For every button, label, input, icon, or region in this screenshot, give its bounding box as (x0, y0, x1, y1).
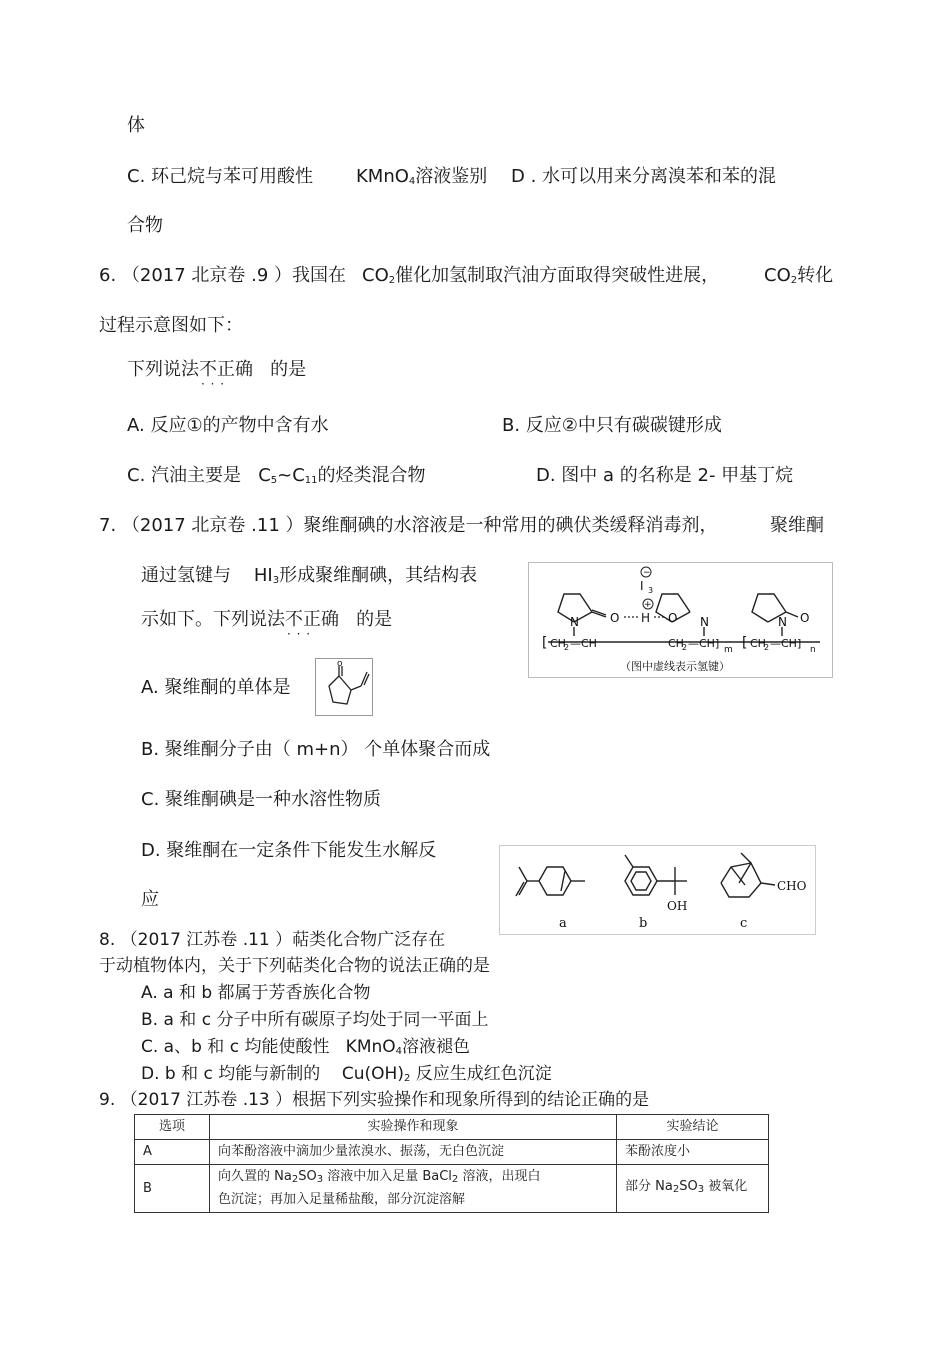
option-b: B. a 和 c 分子中所有碳原子均处于同一平面上 (141, 1010, 489, 1030)
svg-text:—CH]: —CH] (770, 637, 802, 650)
option-text: 反应生成红色沉淀 (415, 1064, 552, 1084)
formula-subscript: 2 (790, 275, 798, 286)
formula-subscript: 3 (697, 1184, 705, 1195)
cell-text: 溶液，出现白 (462, 1169, 541, 1184)
prompt-text: 的是 (270, 359, 307, 380)
iodine-label: I (640, 579, 644, 593)
formula-subscript: 3 (316, 1174, 324, 1185)
option-a: A. 聚维酮的单体是 (141, 677, 291, 698)
figure-caption: （图中虚线表示氢键） (620, 660, 730, 673)
compound-label-a: a (559, 916, 567, 931)
svg-text:2: 2 (764, 643, 770, 652)
text-line: 体 (127, 115, 145, 136)
nitrogen-label: N (700, 615, 709, 629)
table-cell-option: A (135, 1140, 210, 1165)
formula-text: Cu(OH) (341, 1064, 404, 1084)
emphasis-text: 不正确 · · · (199, 359, 253, 380)
cell-text: SO (679, 1179, 698, 1194)
svg-text:o: o (337, 659, 343, 669)
question-text: 转化 (797, 265, 834, 286)
question-text: 于动植物体内，关于下列萜类化合物的说法正确的是 (99, 956, 490, 976)
option-text: C. a、b 和 c 均能使酸性 (141, 1037, 330, 1057)
formula-text: KMnO (345, 1037, 396, 1057)
option-text: 的烃类混合物 (317, 465, 426, 486)
svg-text:2: 2 (564, 643, 570, 652)
option-d: D. 图中 a 的名称是 2- 甲基丁烷 (536, 465, 794, 486)
formula-subscript: 2 (672, 1184, 680, 1195)
option-c (141, 1036, 470, 1063)
chain-label: CH (668, 637, 684, 650)
prompt-text: 的是 (356, 609, 393, 630)
text-line: 合物 (127, 215, 163, 236)
svg-text:[: [ (542, 635, 548, 651)
table-cell-operation: 向苯酚溶液中滴加少量浓溴水、振荡，无白色沉淀 (210, 1140, 617, 1165)
question-text: 过程示意图如下： (99, 315, 243, 336)
question-text (141, 565, 477, 592)
formula-co2 (362, 265, 719, 292)
option-d: D. 聚维酮在一定条件下能发生水解反 (141, 840, 437, 861)
aldehyde-label: CHO (777, 879, 807, 893)
table-header-row (135, 1115, 769, 1140)
prompt-text: 下列说法 (127, 359, 199, 380)
table-header-cell: 实验结论 (617, 1115, 769, 1140)
question-text-part: 通过氢键与 (141, 565, 231, 586)
formula-subscript: 2 (403, 1073, 411, 1084)
oxygen-label: O (800, 611, 810, 625)
table-cell-conclusion: 苯酚浓度小 (617, 1140, 769, 1165)
option-c: C. 聚维酮碘是一种水溶性物质 (141, 789, 382, 810)
cell-text: 被氧化 (708, 1179, 748, 1194)
option-text: D. b 和 c 均能与新制的 (141, 1064, 321, 1084)
emphasis-text: 不正确 · · · (285, 609, 339, 630)
formula-text: C (258, 465, 271, 486)
vinylpyrrolidone-monomer (315, 658, 373, 716)
option-a: A. a 和 b 都属于芳香族化合物 (141, 983, 371, 1003)
repeat-m: m (724, 645, 733, 655)
charge-plus: + (644, 600, 652, 610)
option-d-line: D . 水可以用来分离溴苯和苯的混 (511, 166, 777, 187)
question-text: 聚维酮 (770, 515, 824, 536)
option-text: C. 环己烷与苯可用酸性 (127, 166, 314, 187)
question-text-part: 形成聚维酮碘，其结构表 (279, 565, 478, 586)
compound-label-c: c (740, 916, 748, 931)
formula-co2 (764, 265, 833, 292)
cell-text: 部分 Na (625, 1179, 673, 1194)
option-b: B. 反应②中只有碳碳键形成 (502, 415, 722, 436)
option-text: 溶液褪色 (402, 1037, 471, 1057)
experiment-table (134, 1114, 769, 1213)
question-7-stem: 7. （2017 北京卷 .11 ）聚维酮碘的水溶液是一种常用的碘伏类缓释消毒剂， (99, 515, 718, 536)
formula-text: CO (764, 265, 791, 286)
option-d-continued: 应 (141, 889, 159, 910)
compound-label-b: b (639, 916, 648, 931)
option-c-line (127, 166, 313, 188)
formula-subscript: 4 (408, 176, 416, 187)
question-text: 催化加氢制取汽油方面取得突破性进展， (395, 265, 720, 286)
option-b: B. 聚维酮分子由（ m+n） 个单体聚合而成 (141, 739, 491, 760)
question-prompt (127, 359, 306, 381)
hydrogen-label: H (641, 611, 651, 625)
nitrogen-label: N (570, 615, 579, 629)
charge-minus: − (643, 568, 651, 578)
table-header-cell: 实验操作和现象 (210, 1115, 617, 1140)
option-d (141, 1063, 552, 1090)
formula-subscript: 4 (395, 1046, 403, 1057)
formula-text: ~C (277, 465, 305, 486)
formula-subscript: 5 (270, 475, 278, 486)
cell-text: SO (298, 1169, 317, 1184)
question-8-stem: 8. （2017 江苏卷 .11 ）萜类化合物广泛存在 (99, 930, 446, 950)
question-6-stem: 6. （2017 北京卷 .9 ）我国在 (99, 265, 347, 286)
formula-text: CO (362, 265, 389, 286)
formula-subscript: 2 (451, 1174, 459, 1185)
table-row (135, 1140, 769, 1165)
terpene-structures (499, 845, 816, 935)
formula-subscript: 11 (304, 475, 318, 486)
formula-suffix: 溶液鉴别 (415, 166, 488, 187)
formula-subscript: 2 (388, 275, 396, 286)
hydroxyl-label: OH (667, 899, 688, 913)
svg-text:2: 2 (682, 643, 688, 652)
option-a: A. 反应①的产物中含有水 (127, 415, 329, 436)
cell-text: 溶液中加入足量 BaCl (327, 1169, 452, 1184)
svg-text:[: [ (742, 635, 748, 651)
iodine-subscript: 3 (648, 586, 654, 595)
table-cell-operation (210, 1165, 617, 1213)
nitrogen-label: N (778, 615, 787, 629)
polyvidone-iodine-structure (528, 562, 833, 678)
repeat-n: n (810, 645, 816, 655)
formula-text: HI (253, 565, 273, 586)
svg-text:CH: CH (750, 637, 766, 650)
question-9-stem: 9. （2017 江苏卷 .13 ）根据下列实验操作和现象所得到的结论正确的是 (99, 1090, 650, 1110)
formula-text: KMnO (356, 166, 409, 187)
option-text: C. 汽油主要是 (127, 465, 242, 486)
table-cell-conclusion (617, 1165, 769, 1213)
question-prompt (141, 609, 392, 631)
table-row (135, 1165, 769, 1213)
formula-subscript: 2 (291, 1174, 299, 1185)
table-header-cell: 选项 (135, 1115, 210, 1140)
cell-text: 向久置的 Na (218, 1169, 292, 1184)
formula-kmno4 (356, 166, 487, 193)
table-cell-option: B (135, 1165, 210, 1213)
formula-subscript: 3 (272, 575, 280, 586)
option-c (127, 465, 426, 492)
chain-label: CH (550, 637, 566, 650)
prompt-text: 示如下。下列说法 (141, 609, 285, 630)
svg-text:—CH: —CH (570, 637, 597, 650)
cell-text: 色沉淀；再加入足量稀盐酸，部分沉淀溶解 (218, 1192, 466, 1207)
oxygen-label: O (610, 611, 620, 625)
svg-text:—CH]: —CH] (688, 637, 720, 650)
oxygen-label: O (668, 611, 678, 625)
